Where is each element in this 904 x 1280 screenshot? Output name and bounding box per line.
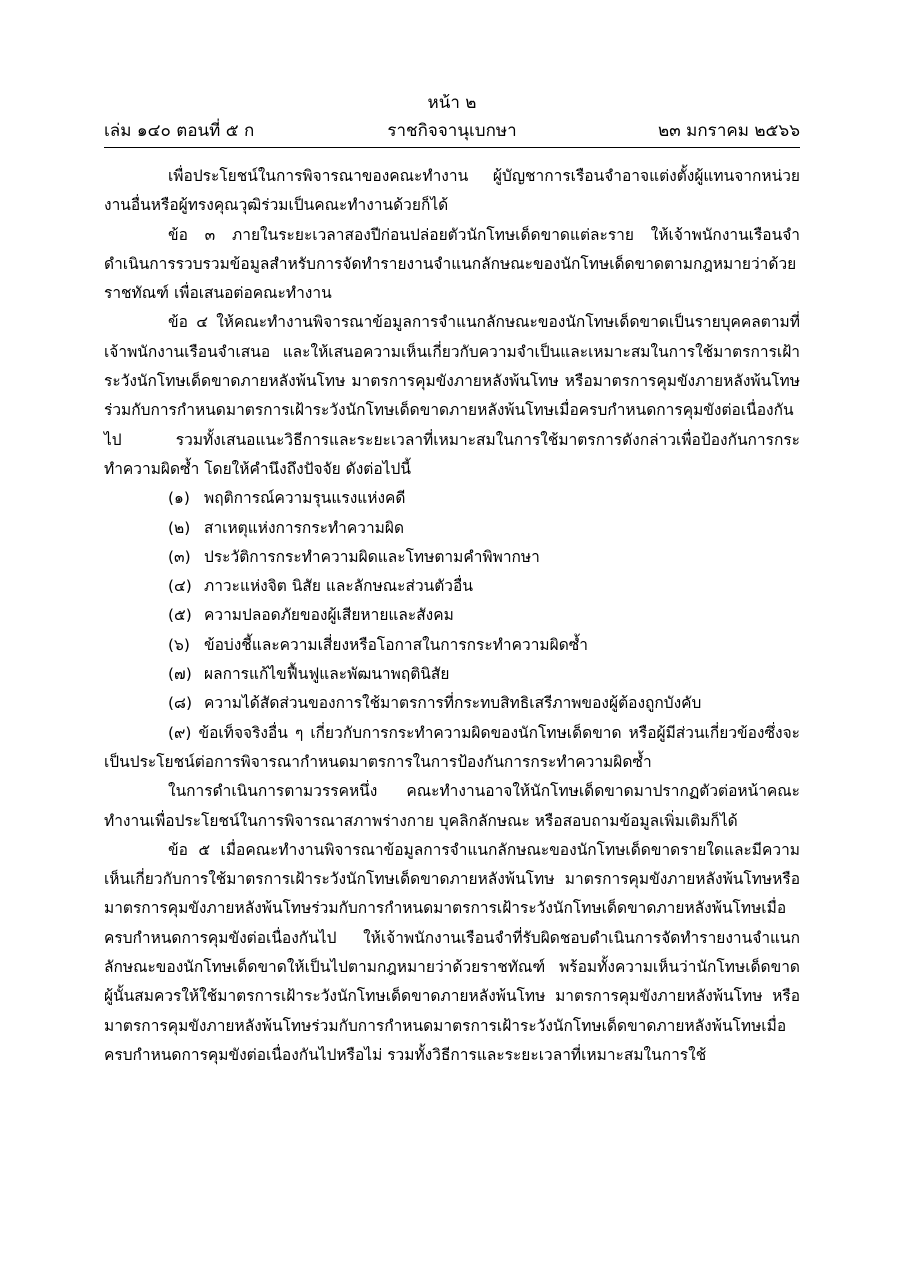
list-item [104, 514, 800, 543]
list-item-number: (๓) [168, 547, 191, 566]
publication-name: ราชกิจจานุเบกษา [387, 121, 517, 141]
list-item-number: (๕) [168, 606, 192, 625]
list-item-number: (๖) [168, 635, 190, 654]
list-item-text: ข้อบ่งชี้และความเสี่ยงหรือโอกาสในการกระทำความผิดซ้ำ [204, 635, 588, 654]
list-item [104, 601, 800, 630]
factor-list [104, 484, 800, 718]
volume-issue: เล่ม ๑๔๐ ตอนที่ ๕ ก [104, 121, 255, 141]
clause-4: ข้อ ๔ ให้คณะทำงานพิจารณาข้อมูลการจำแนกลักษณะของนักโทษเด็ดขาดเป็นรายบุคคลตามที่เจ้าพนักงานเรือนจำเสนอ และให้เสนอความเห็นเกี่ยวกับความจำเป็นและเหมาะสมในการใช้มาตรการเฝ้าระวังนักโทษเด็ดขาดภายหลังพ้นโทษ มาตรการคุมขังภายหลังพ้นโทษ หรือมาตรการคุมขังภายหลังพ้นโทษร่วมกับการกำหนดมาตรการเฝ้าระวังนักโทษเด็ดขาดภายหลังพ้นโทษเมื่อครบกำหนดการคุมขังต่อเนื่องกันไป รวมทั้งเสนอแนะวิธีการและระยะเวลาที่เหมาะสมในการใช้มาตรการดังกล่าวเพื่อป้องกันการกระทำความผิดซ้ำ โดยให้คำนึงถึงปัจจัย ดังต่อไปนี้ [104, 313, 800, 478]
list-item-number: (๗) [168, 665, 192, 684]
list-item [104, 689, 800, 718]
list-item-text: ความปลอดภัยของผู้เสียหายและสังคม [204, 606, 454, 625]
factor-9: (๙) ข้อเท็จจริงอื่น ๆ เกี่ยวกับการกระทำความผิดของนักโทษเด็ดขาด หรือผู้มีส่วนเกี่ยวข้องซึ่งจะเป็นประโยชน์ต่อการพิจารณากำหนดมาตรการในการป้องกันการกระทำความผิดซ้ำ [104, 723, 800, 771]
list-item [104, 660, 800, 689]
running-header [104, 120, 800, 142]
list-item-text: สาเหตุแห่งการกระทำความผิด [204, 518, 405, 537]
header-divider [104, 147, 800, 148]
list-item [104, 543, 800, 572]
paragraph-appearance: ในการดำเนินการตามวรรคหนึ่ง คณะทำงานอาจให้นักโทษเด็ดขาดมาปรากฏตัวต่อหน้าคณะทำงานเพื่อประโยชน์ในการพิจารณาสภาพร่างกาย บุคลิกลักษณะ หรือสอบถามข้อมูลเพิ่มเติมก็ได้ [104, 782, 800, 830]
clause-5: ข้อ ๕ เมื่อคณะทำงานพิจารณาข้อมูลการจำแนกลักษณะของนักโทษเด็ดขาดรายใดและมีความเห็นเกี่ยวกับการใช้มาตรการเฝ้าระวังนักโทษเด็ดขาดภายหลังพ้นโทษ มาตรการคุมขังภายหลังพ้นโทษหรือมาตรการคุมขังภายหลังพ้นโทษร่วมกับการกำหนดมาตรการเฝ้าระวังนักโทษเด็ดขาดภายหลังพ้นโทษเมื่อครบกำหนดการคุมขังต่อเนื่องกันไป ให้เจ้าพนักงานเรือนจำที่รับผิดชอบดำเนินการจัดทำรายงานจำแนกลักษณะของนักโทษเด็ดขาดให้เป็นไปตามกฎหมายว่าด้วยราชทัณฑ์ พร้อมทั้งความเห็นว่านักโทษเด็ดขาดผู้นั้นสมควรให้ใช้มาตรการเฝ้าระวังนักโทษเด็ดขาดภายหลังพ้นโทษ มาตรการคุมขังภายหลังพ้นโทษ หรือมาตรการคุมขังภายหลังพ้นโทษร่วมกับการกำหนดมาตรการเฝ้าระวังนักโทษเด็ดขาดภายหลังพ้นโทษเมื่อครบกำหนดการคุมขังต่อเนื่องกันไปหรือไม่ รวมทั้งวิธีการและระยะเวลาที่เหมาะสมในการใช้ [104, 840, 800, 1064]
list-item [104, 484, 800, 513]
clause-3: ข้อ ๓ ภายในระยะเวลาสองปีก่อนปล่อยตัวนักโทษเด็ดขาดแต่ละราย ให้เจ้าพนักงานเรือนจำดำเนินการรวบรวมข้อมูลสำหรับการจัดทำรายงานจำแนกลักษณะของนักโทษเด็ดขาดตามกฎหมายว่าด้วยราชทัณฑ์ เพื่อเสนอต่อคณะทำงาน [104, 225, 800, 303]
paragraph-working-group: เพื่อประโยชน์ในการพิจารณาของคณะทำงาน ผู้บัญชาการเรือนจำอาจแต่งตั้งผู้แทนจากหน่วยงานอื่นหรือผู้ทรงคุณวุฒิร่วมเป็นคณะทำงานด้วยก็ได้ [104, 167, 800, 215]
publication-date: ๒๓ มกราคม ๒๕๖๖ [657, 121, 800, 141]
document-body [104, 162, 800, 1070]
list-item-text: ภาวะแห่งจิต นิสัย และลักษณะส่วนตัวอื่น [204, 577, 473, 596]
list-item-text: พฤติการณ์ความรุนแรงแห่งคดี [204, 489, 406, 508]
page-number: หน้า ๒ [427, 93, 477, 113]
list-item [104, 572, 800, 601]
list-item-number: (๘) [168, 694, 193, 713]
list-item-text: ผลการแก้ไขฟื้นฟูและพัฒนาพฤตินิสัย [204, 665, 450, 684]
list-item-text: ประวัติการกระทำความผิดและโทษตามคำพิพากษา [204, 547, 540, 566]
list-item [104, 631, 800, 660]
list-item-text: ความได้สัดส่วนของการใช้มาตรการที่กระทบสิทธิเสรีภาพของผู้ต้องถูกบังคับ [204, 694, 702, 713]
list-item-number: (๒) [168, 518, 191, 537]
list-item-number: (๔) [168, 577, 192, 596]
list-item-number: (๑) [168, 489, 190, 508]
